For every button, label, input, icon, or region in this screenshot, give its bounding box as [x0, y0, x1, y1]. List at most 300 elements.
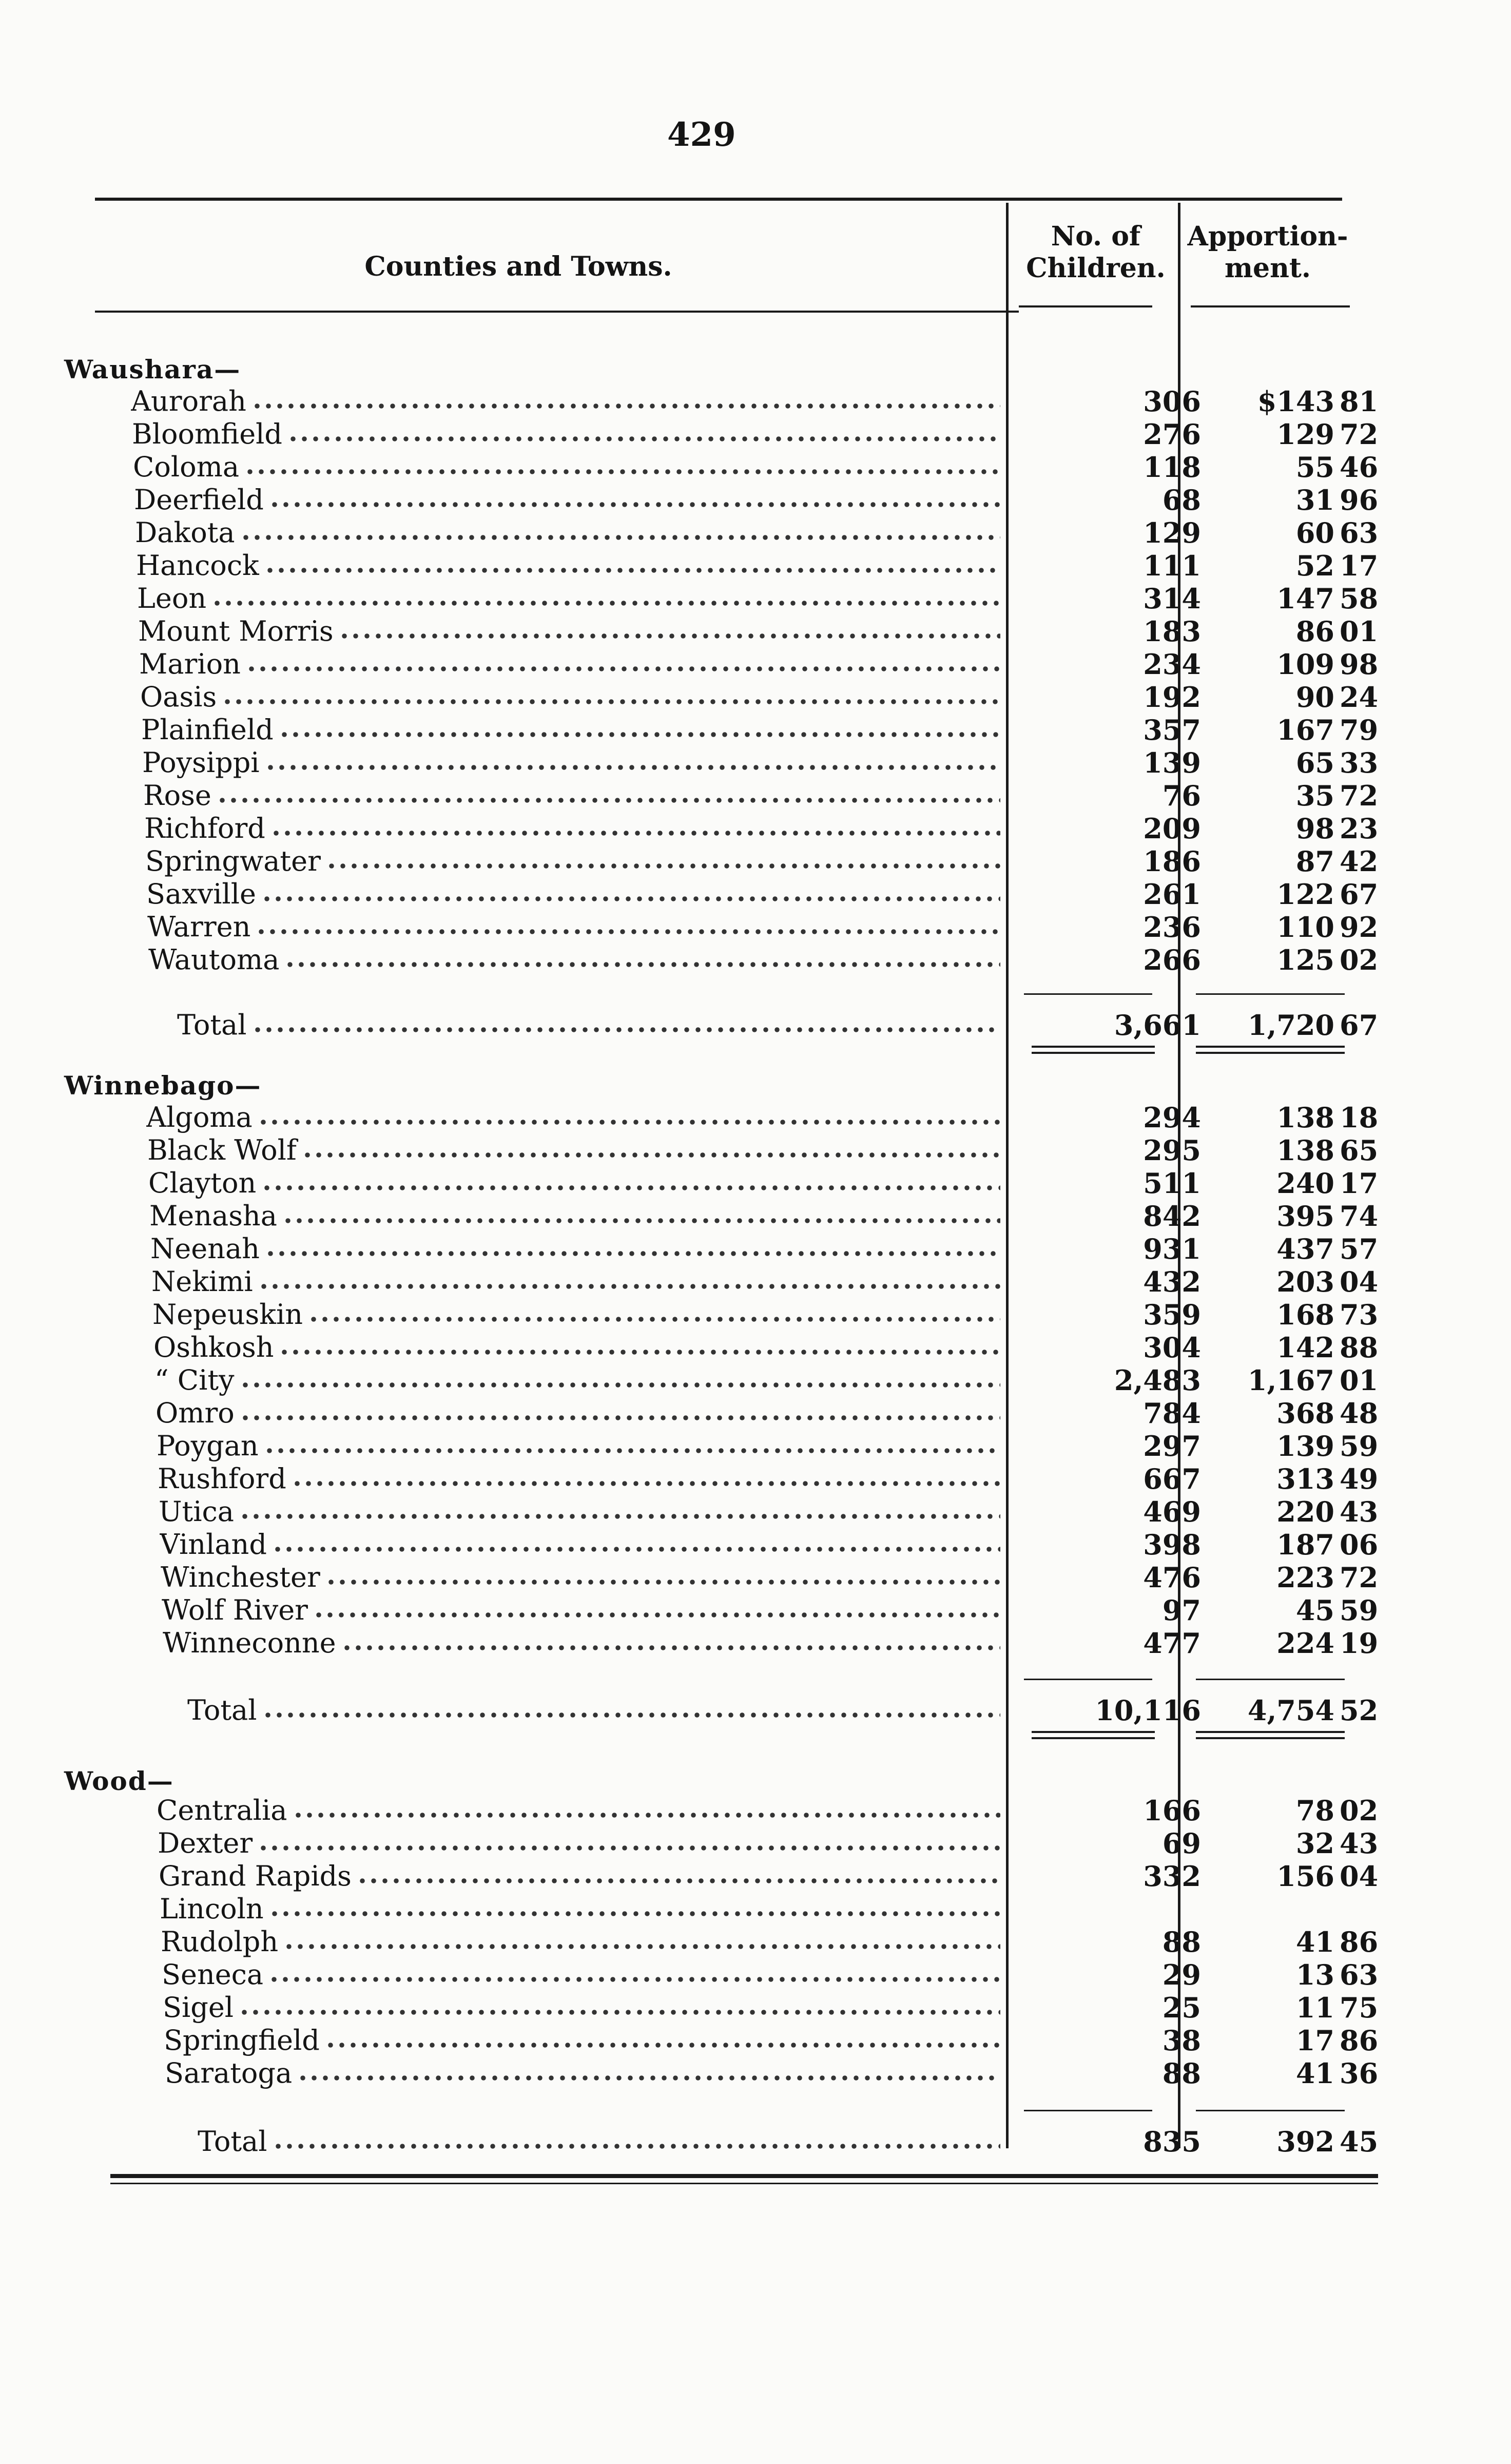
apportionment-dollars: 98 [1295, 812, 1334, 845]
apportionment-cents: 46 [1340, 451, 1379, 484]
children-count: 118 [1143, 451, 1201, 484]
town-cell [161, 1561, 1003, 1594]
table-row [0, 1200, 1511, 1233]
children-count: 306 [1143, 385, 1201, 418]
town-cell [152, 1298, 1003, 1331]
town-cell [142, 746, 1003, 779]
table-row [0, 681, 1511, 714]
apportionment-cents: 86 [1340, 2024, 1379, 2057]
apportionment-cents: 36 [1340, 2057, 1379, 2090]
children-count: 357 [1143, 714, 1201, 746]
children-count: 38 [1162, 2024, 1201, 2057]
children-count: 88 [1162, 2057, 1201, 2090]
town-cell [147, 1134, 1003, 1167]
apportionment-dollars: 31 [1295, 484, 1334, 516]
apportionment-dollars: 129 [1276, 418, 1334, 451]
town-name: Marion [139, 648, 241, 680]
apportionment-cents: 04 [1340, 1265, 1379, 1298]
apportionment-cents: 72 [1340, 418, 1379, 451]
town-name: Wolf River [162, 1594, 308, 1626]
apportionment-cents: 52 [1340, 1694, 1379, 1727]
county-heading: Waushara— [64, 354, 241, 384]
town-cell [150, 1233, 1003, 1265]
apportionment-dollars: 4,754 [1247, 1694, 1334, 1727]
table-row [0, 1397, 1511, 1430]
apportionment-dollars: 52 [1295, 549, 1334, 582]
apportionment-cents: 01 [1340, 615, 1379, 648]
leader-dots [293, 1813, 1001, 1818]
table-row [0, 1794, 1511, 1827]
table-row [0, 746, 1511, 779]
leader-dots [264, 1448, 1000, 1453]
children-count: 183 [1143, 615, 1201, 648]
apportionment-cents: 67 [1340, 878, 1379, 911]
table-row [0, 1926, 1511, 1958]
double-rule-apportionment [1196, 1046, 1345, 1048]
children-count: 276 [1143, 418, 1201, 451]
children-count: 186 [1143, 845, 1201, 878]
children-count: 3,661 [1114, 1009, 1201, 1042]
town-name: Utica [159, 1495, 234, 1528]
header-bottom-rule-apportionment [1191, 305, 1350, 307]
total-rule-children [1024, 2110, 1152, 2111]
apportionment-cents: 33 [1340, 746, 1379, 779]
apportionment-cents: 86 [1340, 1926, 1379, 1958]
table-row [0, 812, 1511, 845]
table-row [0, 1827, 1511, 1860]
leader-dots [239, 1514, 1000, 1519]
children-count: 784 [1143, 1397, 1201, 1430]
town-name: Oasis [140, 681, 217, 713]
town-cell [153, 1331, 1003, 1364]
leader-dots [240, 535, 1000, 540]
table-row [0, 878, 1511, 911]
town-cell [156, 1397, 1003, 1430]
town-cell [187, 1694, 1003, 1727]
county-heading: Winnebago— [64, 1070, 262, 1101]
header-top-rule [95, 198, 1342, 201]
leader-dots [282, 1218, 1000, 1223]
town-name: Winneconne [163, 1627, 336, 1659]
town-name: Saxville [146, 878, 256, 910]
apportionment-cents: 88 [1340, 1331, 1379, 1364]
children-count: 835 [1143, 2125, 1201, 2158]
apportionment-dollars: 17 [1295, 2024, 1334, 2057]
table-row [0, 1958, 1511, 1991]
table-row [0, 582, 1511, 615]
leader-dots [261, 896, 1000, 901]
apportionment-cents: 19 [1340, 1627, 1379, 1660]
leader-dots [239, 2010, 1000, 2015]
apportionment-cents: 42 [1340, 845, 1379, 878]
apportionment-dollars: 35 [1295, 779, 1334, 812]
column-header-children: No. of Children. [1026, 221, 1166, 284]
apportionment-cents: 06 [1340, 1528, 1379, 1561]
apportionment-cents: 57 [1340, 1233, 1379, 1265]
leader-dots [272, 1547, 1000, 1552]
apportionment-cents: 63 [1340, 516, 1379, 549]
leader-dots [258, 1120, 1000, 1125]
town-name: Grand Rapids [159, 1860, 352, 1892]
apportionment-cents: 72 [1340, 1561, 1379, 1594]
leader-dots [292, 1481, 1000, 1486]
table-row [0, 1265, 1511, 1298]
leader-dots [297, 2075, 1000, 2081]
leader-dots [325, 2043, 1000, 2048]
town-name: Omro [156, 1397, 235, 1429]
apportionment-dollars: 220 [1276, 1495, 1334, 1528]
leader-dots [262, 1712, 1000, 1718]
apportionment-cents: 63 [1340, 1958, 1379, 1991]
town-cell [131, 385, 1003, 418]
table-row [0, 1627, 1511, 1660]
page-bottom-rule-thin [110, 2183, 1378, 2184]
town-name: Sigel [163, 1991, 234, 2024]
apportionment-cents: 01 [1340, 1364, 1379, 1397]
apportionment-dollars: 368 [1276, 1397, 1334, 1430]
town-name: Richford [144, 812, 265, 844]
town-name: Rushford [158, 1462, 286, 1495]
table-row [0, 1462, 1511, 1495]
apportionment-dollars: 60 [1295, 516, 1334, 549]
town-name: Aurorah [131, 385, 246, 417]
header-bottom-rule-children [1019, 305, 1152, 307]
apportionment-dollars: 45 [1295, 1594, 1334, 1627]
apportionment-dollars: 41 [1295, 1926, 1334, 1958]
children-count: 261 [1143, 878, 1201, 911]
apportionment-cents: 96 [1340, 484, 1379, 516]
leader-dots [302, 1152, 1000, 1158]
town-cell [157, 1430, 1003, 1462]
apportionment-cents: 17 [1340, 1167, 1379, 1200]
children-count: 314 [1143, 582, 1201, 615]
town-name: Deerfield [134, 484, 264, 516]
apportionment-dollars: 65 [1295, 746, 1334, 779]
table-row [0, 779, 1511, 812]
table-row [0, 2024, 1511, 2057]
total-rule-apportionment [1196, 1679, 1345, 1680]
apportionment-dollars: 13 [1295, 1958, 1334, 1991]
apportionment-dollars: $143 [1257, 385, 1334, 418]
children-count: 477 [1143, 1627, 1201, 1660]
leader-dots [357, 1878, 1000, 1883]
table-row [0, 1167, 1511, 1200]
table-row [0, 385, 1511, 418]
apportionment-cents: 18 [1340, 1101, 1379, 1134]
town-name: Clayton [148, 1167, 257, 1199]
children-count: 68 [1162, 484, 1201, 516]
town-cell [145, 845, 1003, 878]
leader-dots [283, 1944, 1000, 1949]
table-row [0, 944, 1511, 976]
apportionment-cents: 98 [1340, 648, 1379, 681]
town-cell [198, 2125, 1003, 2158]
apportionment-dollars: 142 [1276, 1331, 1334, 1364]
leader-dots [325, 1580, 1000, 1585]
county-heading: Wood— [64, 1766, 174, 1796]
children-count: 511 [1143, 1167, 1201, 1200]
town-cell [144, 812, 1003, 845]
table-row [0, 845, 1511, 878]
page-number: 429 [667, 116, 736, 154]
apportionment-cents: 74 [1340, 1200, 1379, 1233]
town-cell [159, 1860, 1003, 1893]
children-count: 931 [1143, 1233, 1201, 1265]
town-cell [143, 779, 1003, 812]
leader-dots [269, 502, 1000, 507]
apportionment-dollars: 86 [1295, 615, 1334, 648]
leader-dots [326, 863, 1000, 869]
town-cell [140, 681, 1003, 714]
children-count: 304 [1143, 1331, 1201, 1364]
apportionment-cents: 23 [1340, 812, 1379, 845]
town-name: Oshkosh [153, 1331, 274, 1363]
town-cell [158, 1827, 1003, 1860]
apportionment-dollars: 313 [1276, 1462, 1334, 1495]
town-name: Black Wolf [147, 1134, 297, 1166]
double-rule-children [1032, 1046, 1155, 1048]
town-name: Rose [143, 779, 211, 812]
leader-dots [269, 1911, 1000, 1916]
column-header-apportionment: Apportion-ment. [1187, 221, 1348, 284]
apportionment-cents: 17 [1340, 549, 1379, 582]
apportionment-dollars: 32 [1295, 1827, 1334, 1860]
town-name: Seneca [162, 1958, 264, 1991]
children-count: 294 [1143, 1101, 1201, 1134]
town-cell [139, 648, 1003, 681]
table-row [0, 1364, 1511, 1397]
children-count: 266 [1143, 944, 1201, 976]
leader-dots [287, 436, 1000, 441]
town-name: “ City [154, 1364, 235, 1396]
apportionment-dollars: 395 [1276, 1200, 1334, 1233]
town-cell [162, 1594, 1003, 1627]
town-cell [165, 2057, 1003, 2090]
apportionment-cents: 59 [1340, 1594, 1379, 1627]
table-row [0, 1594, 1511, 1627]
town-cell [163, 1991, 1003, 2024]
town-cell [137, 582, 1003, 615]
town-cell [135, 516, 1003, 549]
town-name: Vinland [160, 1528, 267, 1561]
total-rule-apportionment [1196, 2110, 1345, 2111]
town-cell [158, 1462, 1003, 1495]
apportionment-cents: 75 [1340, 1991, 1379, 2024]
total-row [0, 2125, 1511, 2158]
apportionment-dollars: 203 [1276, 1265, 1334, 1298]
town-cell [157, 1794, 1003, 1827]
children-count: 234 [1143, 648, 1201, 681]
apportionment-cents: 48 [1340, 1397, 1379, 1430]
double-rule-children [1032, 1737, 1155, 1739]
page-bottom-rule [110, 2174, 1378, 2178]
apportionment-dollars: 392 [1276, 2125, 1334, 2158]
table-row [0, 1561, 1511, 1594]
leader-dots [240, 1415, 1000, 1420]
total-row [0, 1009, 1511, 1042]
apportionment-dollars: 223 [1276, 1561, 1334, 1594]
leader-dots [261, 1185, 1000, 1190]
apportionment-dollars: 139 [1276, 1430, 1334, 1462]
town-cell [146, 1101, 1003, 1134]
town-name: Rudolph [161, 1926, 279, 1958]
total-row [0, 1694, 1511, 1727]
town-cell [136, 549, 1003, 582]
header-bottom-rule [95, 311, 1019, 313]
children-count: 295 [1143, 1134, 1201, 1167]
column-header-towns: Counties and Towns. [364, 251, 672, 282]
town-name: Lincoln [160, 1893, 264, 1925]
apportionment-cents: 02 [1340, 1794, 1379, 1827]
table-row [0, 1893, 1511, 1926]
children-count: 398 [1143, 1528, 1201, 1561]
apportionment-dollars: 1,720 [1247, 1009, 1334, 1042]
table-row [0, 1430, 1511, 1462]
children-count: 842 [1143, 1200, 1201, 1233]
town-name: Winchester [161, 1561, 320, 1593]
apportionment-dollars: 55 [1295, 451, 1334, 484]
children-count: 332 [1143, 1860, 1201, 1893]
children-count: 129 [1143, 516, 1201, 549]
town-cell [134, 484, 1003, 516]
table-row [0, 1495, 1511, 1528]
town-cell [151, 1265, 1003, 1298]
town-cell [177, 1009, 1003, 1042]
leader-dots [265, 765, 1000, 770]
apportionment-dollars: 167 [1276, 714, 1334, 746]
apportionment-dollars: 1,167 [1247, 1364, 1334, 1397]
apportionment-dollars: 156 [1276, 1860, 1334, 1893]
town-cell [162, 1958, 1003, 1991]
leader-dots [339, 633, 1000, 639]
apportionment-cents: 43 [1340, 1495, 1379, 1528]
leader-dots [313, 1612, 1000, 1618]
total-rule-children [1024, 1679, 1152, 1680]
children-count: 97 [1162, 1594, 1201, 1627]
apportionment-cents: 04 [1340, 1860, 1379, 1893]
town-cell [146, 878, 1003, 911]
apportionment-cents: 79 [1340, 714, 1379, 746]
town-name: Plainfield [141, 714, 274, 746]
town-name: Hancock [136, 549, 259, 582]
apportionment-cents: 65 [1340, 1134, 1379, 1167]
leader-dots [273, 2144, 1000, 2149]
apportionment-dollars: 138 [1276, 1134, 1334, 1167]
town-name: Bloomfield [132, 418, 282, 450]
table-row [0, 1860, 1511, 1893]
table-row [0, 615, 1511, 648]
leader-dots [252, 1027, 1000, 1032]
apportionment-dollars: 125 [1276, 944, 1334, 976]
apportionment-cents: 92 [1340, 911, 1379, 944]
leader-dots [246, 666, 1000, 671]
children-count: 236 [1143, 911, 1201, 944]
leader-dots [341, 1645, 1000, 1650]
children-count: 166 [1143, 1794, 1201, 1827]
leader-dots [222, 699, 1000, 704]
children-count: 76 [1162, 779, 1201, 812]
apportionment-dollars: 122 [1276, 878, 1334, 911]
town-cell [159, 1495, 1003, 1528]
town-name: Menasha [149, 1200, 277, 1232]
table-row [0, 2057, 1511, 2090]
double-rule-apportionment [1196, 1052, 1345, 1054]
table-row [0, 484, 1511, 516]
town-cell [149, 1200, 1003, 1233]
leader-dots [265, 1251, 1000, 1256]
apportionment-dollars: 90 [1295, 681, 1334, 714]
children-count: 359 [1143, 1298, 1201, 1331]
leader-dots [279, 732, 1000, 737]
leader-dots [258, 1845, 1000, 1851]
children-count: 192 [1143, 681, 1201, 714]
town-name: Nepeuskin [152, 1298, 303, 1331]
apportionment-dollars: 240 [1276, 1167, 1334, 1200]
town-name: Dakota [135, 516, 235, 549]
town-name: Algoma [146, 1101, 253, 1133]
table-row [0, 1298, 1511, 1331]
table-row [0, 648, 1511, 681]
double-rule-apportionment [1196, 1731, 1345, 1733]
town-cell [148, 944, 1003, 976]
table-row [0, 516, 1511, 549]
children-count: 209 [1143, 812, 1201, 845]
town-name: Coloma [133, 451, 240, 483]
children-count: 25 [1162, 1991, 1201, 2024]
town-name: Dexter [158, 1827, 253, 1859]
leader-dots [258, 1284, 1000, 1289]
town-cell [161, 1926, 1003, 1958]
table-row [0, 1101, 1511, 1134]
town-cell [138, 615, 1003, 648]
double-rule-children [1032, 1052, 1155, 1054]
apportionment-dollars: 147 [1276, 582, 1334, 615]
town-name: Nekimi [151, 1265, 253, 1298]
table-row [0, 549, 1511, 582]
town-name: Springfield [164, 2024, 320, 2056]
town-cell [148, 1167, 1003, 1200]
children-count: 139 [1143, 746, 1201, 779]
table-row [0, 451, 1511, 484]
children-count: 69 [1162, 1827, 1201, 1860]
children-count: 88 [1162, 1926, 1201, 1958]
apportionment-cents: 24 [1340, 681, 1379, 714]
children-count: 476 [1143, 1561, 1201, 1594]
apportionment-dollars: 41 [1295, 2057, 1334, 2090]
town-cell [160, 1893, 1003, 1926]
table-row [0, 1134, 1511, 1167]
apportionment-cents: 81 [1340, 385, 1379, 418]
children-count: 29 [1162, 1958, 1201, 1991]
apportionment-dollars: 11 [1295, 1991, 1334, 2024]
apportionment-cents: 45 [1340, 2125, 1379, 2158]
leader-dots [279, 1350, 1000, 1355]
town-name: Mount Morris [138, 615, 334, 647]
leader-dots [264, 568, 1000, 573]
apportionment-dollars: 187 [1276, 1528, 1334, 1561]
children-count: 432 [1143, 1265, 1201, 1298]
town-name: Warren [147, 911, 251, 943]
table-row [0, 1233, 1511, 1265]
town-name: Poysippi [142, 746, 260, 779]
town-name: Centralia [157, 1794, 287, 1826]
apportionment-dollars: 224 [1276, 1627, 1334, 1660]
apportionment-cents: 43 [1340, 1827, 1379, 1860]
leader-dots [256, 929, 1000, 934]
total-rule-apportionment [1196, 993, 1345, 995]
town-cell [133, 451, 1003, 484]
town-name: Neenah [150, 1233, 260, 1265]
